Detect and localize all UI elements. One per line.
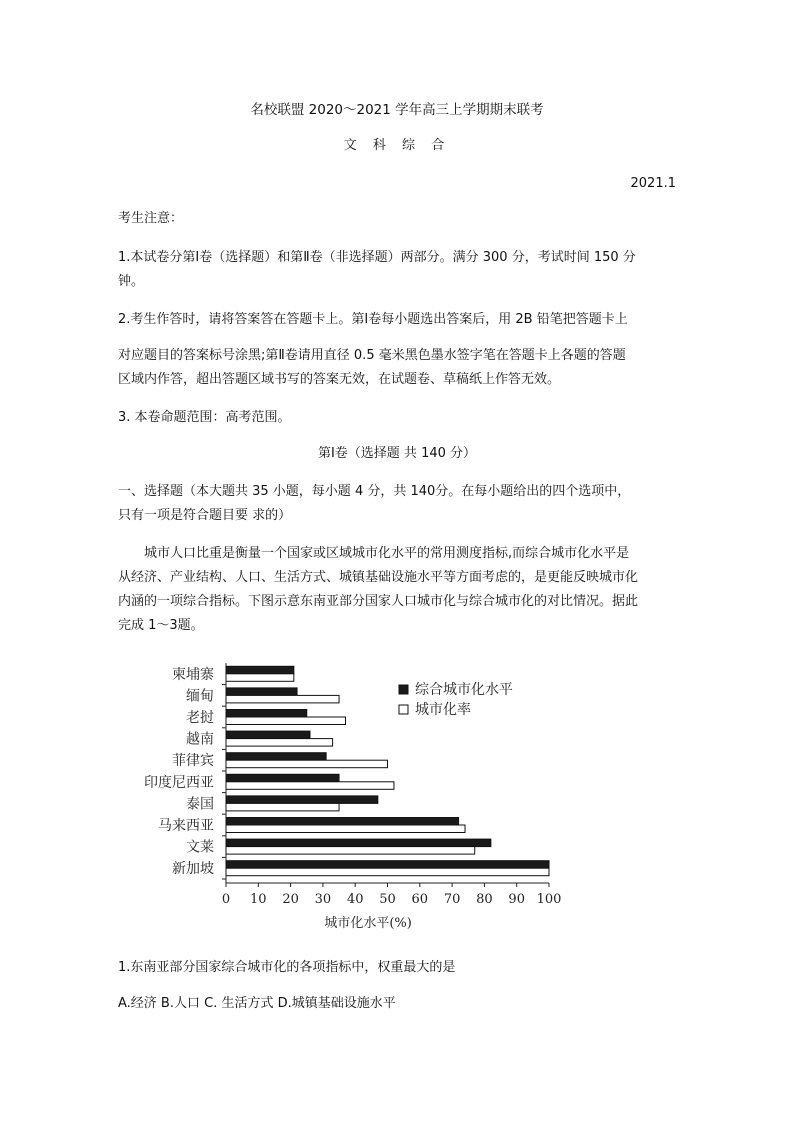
question-1-options: A.经济 B.人口 C. 生活方式 D.城镇基础设施水平 xyxy=(118,996,396,1011)
notice-item-3: 3. 本卷命题范围：高考范围。 xyxy=(118,410,291,425)
notice-item-1-line-1: 1.本试卷分第Ⅰ卷（选择题）和第Ⅱ卷（非选择题）两部分。满分 300 分，考试时间 150 分 xyxy=(118,250,636,265)
legend-label-comprehensive: 综合城市化水平 xyxy=(415,682,513,698)
notice-heading: 考生注意： xyxy=(118,211,184,226)
category-label: 菲律宾 xyxy=(172,753,214,770)
bar-urban-rate xyxy=(226,674,294,682)
bar-comprehensive xyxy=(226,753,326,761)
category-label: 文莱 xyxy=(186,839,214,856)
x-tick-label: 30 xyxy=(314,892,332,907)
bar-comprehensive xyxy=(226,796,378,804)
notice-item-1-line-2: 钟。 xyxy=(118,274,145,289)
bar-comprehensive xyxy=(226,688,297,696)
notice-item-2-line-3: 区域内作答，超出答题区域书写的答案无效，在试题卷、草稿纸上作答无效。 xyxy=(118,372,561,387)
bar-comprehensive xyxy=(226,731,310,739)
section-title: 第Ⅰ卷（选择题 共 140 分） xyxy=(317,446,477,461)
section-instruction-line-2: 只有一项是符合题目要 求的） xyxy=(118,508,292,523)
bar-comprehensive xyxy=(226,710,307,718)
bar-urban-rate xyxy=(226,695,339,703)
exam-title: 名校联盟 2020～2021 学年高三上学期期末联考 xyxy=(250,102,544,118)
exam-date: 2021.1 xyxy=(630,176,676,191)
category-label: 马来西亚 xyxy=(158,818,214,834)
question-1-stem: 1.东南亚部分国家综合城市化的各项指标中，权重最大的是 xyxy=(118,960,456,975)
bar-comprehensive xyxy=(226,774,339,782)
passage-line-3: 内涵的一项综合指标。下图示意东南亚部分国家人口城市化与综合城市化的对比情况。据此 xyxy=(118,594,639,609)
legend-label-urban-rate: 城市化率 xyxy=(415,702,471,718)
category-label: 缅甸 xyxy=(186,688,214,705)
x-tick-label: 20 xyxy=(282,892,299,907)
bar-urban-rate xyxy=(226,782,394,790)
legend-swatch-comprehensive xyxy=(399,685,408,694)
x-axis-label: 城市化水平(%) xyxy=(324,916,412,931)
x-tick-label: 40 xyxy=(346,892,364,907)
x-tick-label: 60 xyxy=(411,892,429,907)
category-label: 老挝 xyxy=(186,710,214,726)
bar-urban-rate xyxy=(226,803,339,811)
category-label: 柬埔寨 xyxy=(172,666,214,683)
legend-swatch-urban-rate xyxy=(399,705,408,714)
category-label: 泰国 xyxy=(186,796,214,813)
bar-comprehensive xyxy=(226,666,294,674)
bar-urban-rate xyxy=(226,760,388,768)
section-instruction-line-1: 一、选择题（本大题共 35 小题，每小题 4 分，共 140分。在每小题给出的四个选项中， xyxy=(118,484,631,499)
notice-item-2-line-2: 对应题目的答案标号涂黑;第Ⅱ卷请用直径 0.5 毫米黑色墨水签字笔在答题卡上各题的答题 xyxy=(118,348,626,363)
exam-subject: 文 科 综 合 xyxy=(343,138,451,153)
x-tick-label: 100 xyxy=(536,892,562,907)
urbanization-bar-chart xyxy=(140,655,580,935)
x-tick-label: 10 xyxy=(250,892,267,907)
bar-urban-rate xyxy=(226,825,465,833)
bar-urban-rate xyxy=(226,717,346,725)
passage-line-4: 完成 1～3题。 xyxy=(118,618,204,633)
category-label: 越南 xyxy=(186,731,214,748)
bar-urban-rate xyxy=(226,868,549,876)
bar-comprehensive xyxy=(226,839,491,847)
x-tick-label: 80 xyxy=(476,892,493,907)
x-tick-label: 0 xyxy=(221,892,231,907)
category-label: 印度尼西亚 xyxy=(144,774,214,791)
passage-line-1: 城市人口比重是衡量一个国家或区域城市化水平的常用测度指标,而综合城市化水平是 xyxy=(144,546,630,561)
passage-line-2: 从经济、产业结构、人口、生活方式、城镇基础设施水平等方面考虑的，是更能反映城市化 xyxy=(118,570,639,585)
category-label: 新加坡 xyxy=(172,861,214,878)
bar-comprehensive xyxy=(226,861,549,869)
x-tick-label: 90 xyxy=(508,892,525,907)
bar-urban-rate xyxy=(226,847,475,855)
bar-comprehensive xyxy=(226,818,459,826)
x-tick-label: 50 xyxy=(379,892,396,907)
bar-urban-rate xyxy=(226,739,333,747)
x-tick-label: 70 xyxy=(443,892,461,907)
notice-item-2-line-1: 2.考生作答时，请将答案答在答题卡上。第Ⅰ卷每小题选出答案后，用 2B 铅笔把答题卡上 xyxy=(118,312,628,327)
